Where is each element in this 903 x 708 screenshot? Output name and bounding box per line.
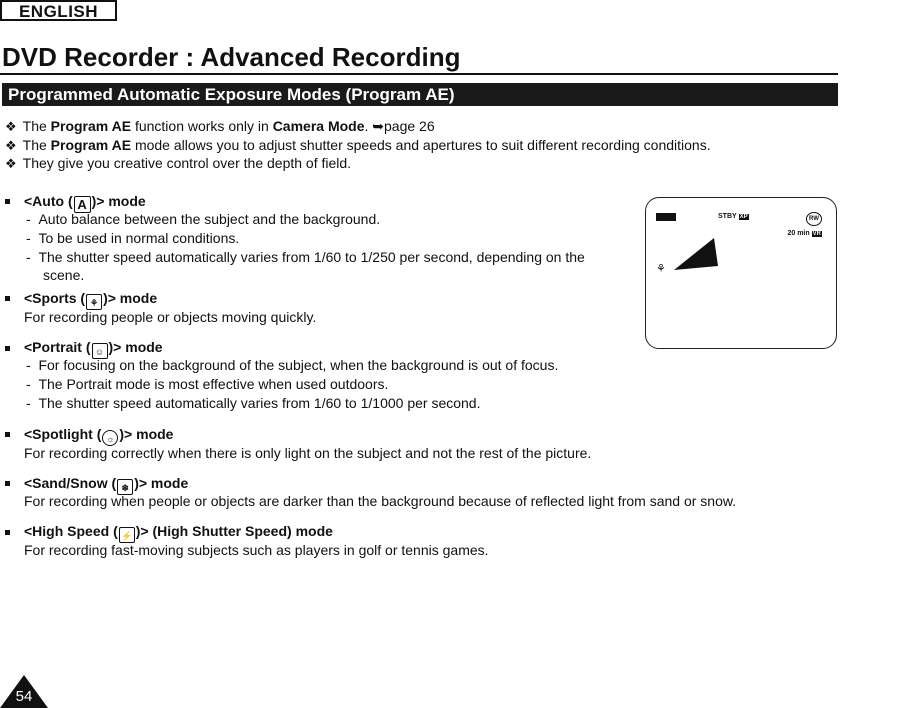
- auto-mode-icon: A: [74, 196, 91, 213]
- mode-heading-auto: <Auto ( A )> mode: [24, 193, 146, 212]
- lcd-remaining-time: 20 min VR: [787, 230, 821, 237]
- list-item: - The shutter speed automatically varies from 1/60 to 1/250 per second, depending on the: [26, 249, 585, 265]
- list-item: scene.: [43, 267, 85, 283]
- mode-heading-high-speed: <High Speed ( ⚡ )> (High Shutter Speed) mode: [24, 523, 333, 541]
- sports-mode-icon: ⚘: [86, 294, 102, 310]
- battery-icon: [656, 213, 676, 221]
- xp-quality-badge: XP: [739, 214, 748, 220]
- title-divider: [0, 73, 838, 75]
- intro-line-1: ❖ The Program AE function works only in Camera Mode. ➥page 26: [5, 118, 435, 134]
- list-item: - The shutter speed automatically varies from 1/60 to 1/1000 per second.: [26, 395, 481, 411]
- square-bullet-icon: [5, 481, 10, 486]
- lcd-standby: STBY XP: [718, 213, 748, 220]
- mode-heading-sand-snow: <Sand/Snow ( ❄ )> mode: [24, 475, 189, 493]
- mode-description-sports: For recording people or objects moving quickly.: [24, 309, 317, 325]
- sand-snow-mode-icon: ❄: [117, 479, 133, 495]
- page-number: 54: [15, 688, 33, 705]
- mode-description-spotlight: For recording correctly when there is only light on the subject and not the rest of the picture.: [24, 445, 592, 461]
- mode-description-sand-snow: For recording when people or objects are darker than the background because of reflected light from sand or snow.: [24, 493, 737, 509]
- spotlight-mode-icon: ☼: [102, 430, 118, 446]
- portrait-mode-icon: ☺: [92, 343, 108, 359]
- list-item: - To be used in normal conditions.: [26, 230, 240, 246]
- list-item: - Auto balance between the subject and the background.: [26, 211, 381, 227]
- language-tab: ENGLISH: [0, 0, 117, 21]
- mode-heading-spotlight: <Spotlight ( ☼ )> mode: [24, 426, 174, 444]
- square-bullet-icon: [5, 530, 10, 535]
- square-bullet-icon: [5, 199, 10, 204]
- square-bullet-icon: [5, 432, 10, 437]
- mode-heading-sports: <Sports ( ⚘ )> mode: [24, 290, 158, 308]
- vr-mode-badge: VR: [812, 231, 821, 237]
- section-title: Programmed Automatic Exposure Modes (Program AE): [2, 83, 838, 106]
- diamond-bullet-icon: ❖: [5, 156, 17, 171]
- intro-line-2: ❖ The Program AE mode allows you to adjust shutter speeds and apertures to suit different recording conditions.: [5, 137, 711, 153]
- high-speed-mode-icon: ⚡: [119, 527, 135, 543]
- square-bullet-icon: [5, 346, 10, 351]
- mode-description-high-speed: For recording fast-moving subjects such as players in golf or tennis games.: [24, 542, 489, 558]
- disc-type-icon: RW: [806, 212, 822, 226]
- lcd-screen-illustration: [645, 197, 837, 349]
- pointer-arrow-icon: [670, 234, 720, 274]
- mode-heading-portrait: <Portrait ( ☺ )> mode: [24, 339, 163, 357]
- diamond-bullet-icon: ❖: [5, 119, 17, 134]
- intro-line-3: ❖ They give you creative control over the depth of field.: [5, 155, 352, 171]
- diamond-bullet-icon: ❖: [5, 138, 17, 153]
- page-title: DVD Recorder : Advanced Recording: [2, 42, 461, 72]
- list-item: - The Portrait mode is most effective when used outdoors.: [26, 376, 389, 392]
- sports-mode-icon: ⚘: [656, 263, 666, 275]
- square-bullet-icon: [5, 296, 10, 301]
- list-item: - For focusing on the background of the subject, when the background is out of focus.: [26, 357, 559, 373]
